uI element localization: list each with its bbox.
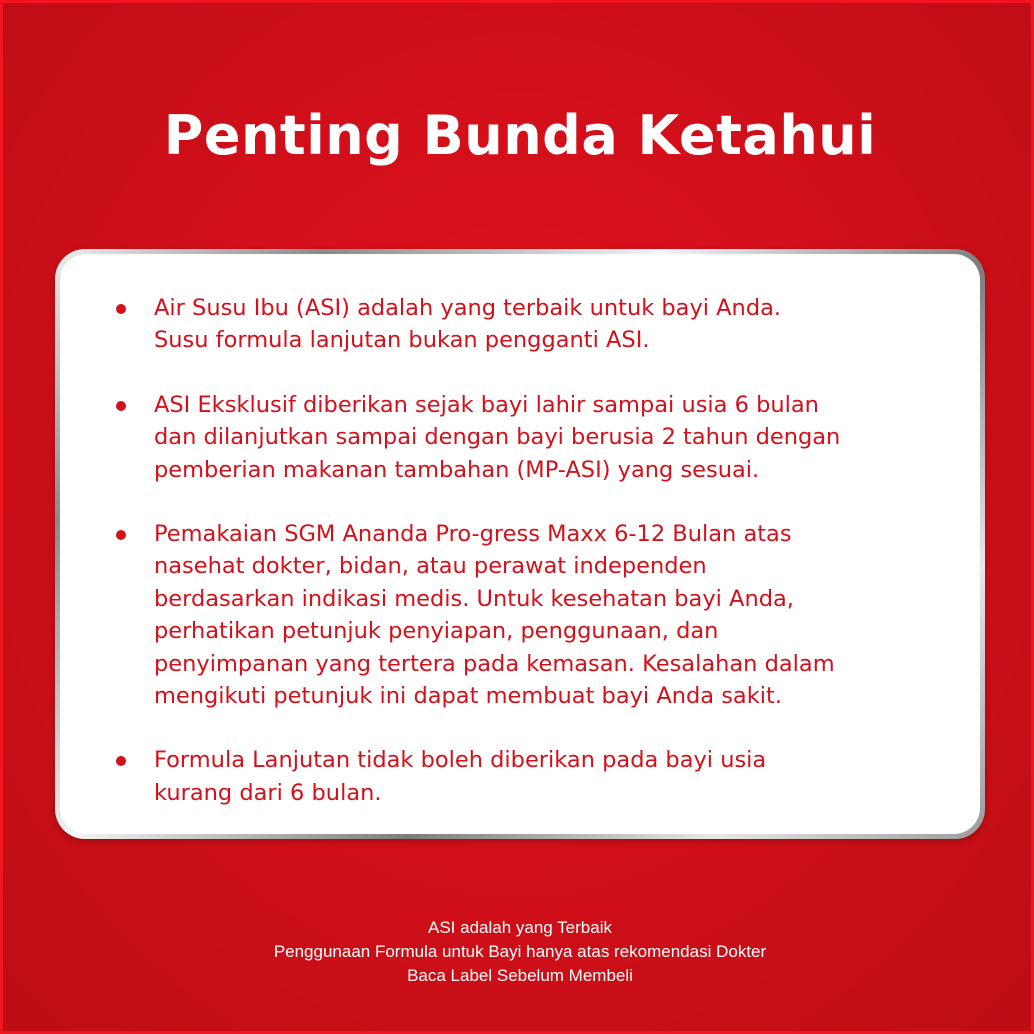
bullet-text-line: penyimpanan yang tertera pada kemasan. Kesalahan dalam bbox=[154, 650, 835, 677]
bullet-text-line: perhatikan petunjuk penyiapan, penggunaan, dan bbox=[154, 618, 719, 645]
bullet-text-line: Air Susu Ibu (ASI) adalah yang terbaik untuk bayi Anda. bbox=[154, 295, 782, 321]
bullet-text-line: mengikuti petunjuk ini dapat membuat bayi Anda sakit. bbox=[154, 683, 782, 710]
bullet-text-line: dan dilanjutkan sampai dengan bayi berusia 2 tahun dengan bbox=[154, 424, 841, 451]
bullet-text-line: Susu formula lanjutan bukan pengganti ASI. bbox=[154, 327, 650, 354]
bullet-item-age-restriction bbox=[154, 744, 954, 809]
footer-line: ASI adalah yang Terbaik bbox=[428, 918, 612, 937]
footer-disclaimer bbox=[3, 916, 1034, 988]
bullet-dot-icon bbox=[116, 530, 126, 540]
bullet-text-line: Pemakaian SGM Ananda Pro-gress Maxx 6-12 Bulan atas bbox=[154, 521, 792, 548]
bullet-text-line: kurang dari 6 bulan. bbox=[154, 779, 382, 806]
bullet-dot-icon bbox=[116, 756, 126, 766]
bullet-item-asi-best bbox=[154, 292, 954, 357]
info-card-body bbox=[60, 254, 980, 834]
footer-line: Baca Label Sebelum Membeli bbox=[407, 966, 633, 985]
bullet-list bbox=[154, 292, 954, 841]
footer-line: Penggunaan Formula untuk Bayi hanya atas rekomendasi Dokter bbox=[273, 942, 767, 961]
bullet-dot-icon bbox=[116, 304, 126, 314]
bullet-item-asi-exclusive bbox=[154, 389, 954, 486]
page-title: Penting Bunda Ketahui bbox=[163, 104, 877, 167]
info-card bbox=[55, 249, 985, 839]
bullet-text-line: Formula Lanjutan tidak boleh diberikan pada bayi usia bbox=[154, 747, 767, 774]
bullet-text-line: pemberian makanan tambahan (MP-ASI) yang sesuai. bbox=[154, 456, 760, 483]
bullet-text-line: berdasarkan indikasi medis. Untuk kesehatan bayi Anda, bbox=[154, 585, 794, 612]
bullet-text-line: nasehat dokter, bidan, atau perawat independen bbox=[154, 553, 707, 580]
bullet-dot-icon bbox=[116, 401, 126, 411]
bullet-item-product-usage bbox=[154, 518, 954, 712]
bullet-text-line: ASI Eksklusif diberikan sejak bayi lahir sampai usia 6 bulan bbox=[154, 391, 819, 418]
